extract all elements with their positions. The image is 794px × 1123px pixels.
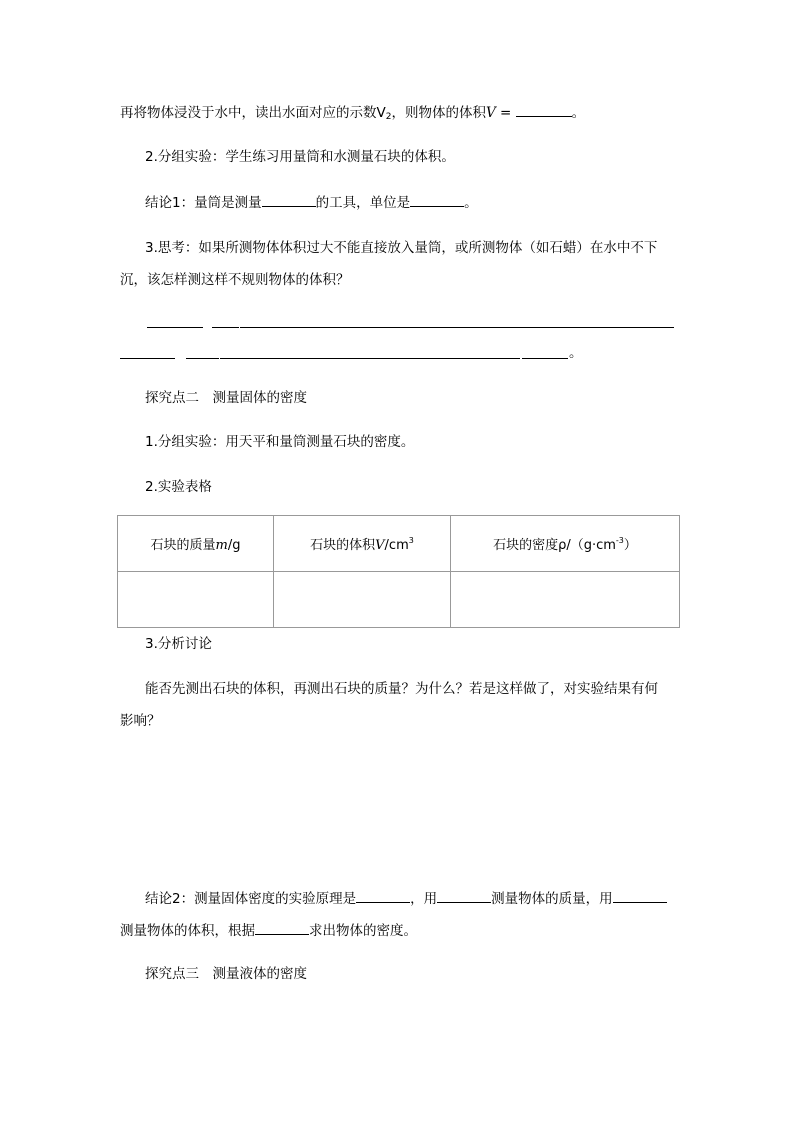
think-question-line-2: 沉，该怎样测这样不规则物体的体积？ xyxy=(120,272,350,288)
conclusion-2-part-b: ，用 xyxy=(410,891,438,907)
section-heading-2: 探究点二 测量固体的密度 xyxy=(145,390,307,406)
conclusion-2-part-a: 结论2：测量固体密度的实验原理是 xyxy=(145,891,357,907)
principle-blank[interactable] xyxy=(356,888,410,903)
mass-cell[interactable] xyxy=(118,572,274,628)
table-caption: 2.实验表格 xyxy=(145,479,212,495)
section-heading-3: 探究点三 测量液体的密度 xyxy=(145,966,307,982)
answer-line-1a[interactable] xyxy=(147,327,203,328)
experiment-table xyxy=(117,515,680,628)
conclusion-1-part-b: 的工具，单位是 xyxy=(315,195,411,211)
group-experiment-1: 2.分组实验：学生练习用量筒和水测量石块的体积。 xyxy=(145,149,455,165)
v2-subscript: 2 xyxy=(385,112,392,122)
equals-sign: = xyxy=(495,105,516,121)
volume-tool-blank[interactable] xyxy=(613,888,667,903)
answer-line-1c[interactable] xyxy=(240,327,674,328)
table-header-row xyxy=(118,516,680,572)
conclusion-2-line-1 xyxy=(145,888,680,909)
table-row xyxy=(118,572,680,628)
answer-line-2d[interactable] xyxy=(522,358,568,359)
density-cell[interactable] xyxy=(451,572,680,628)
think-question-line-1: 3.思考：如果所测物体体积过大不能直接放入量筒，或所测物体（如石蜡）在水中不下 xyxy=(145,240,658,256)
volume-sentence-pre: 再将物体浸没于水中，读出水面对应的示数V xyxy=(120,105,386,121)
mass-tool-blank[interactable] xyxy=(437,888,491,903)
conclusion-1-part-a: 结论1：量筒是测量 xyxy=(145,195,262,211)
volume-sentence-end: 。 xyxy=(571,105,586,121)
conclusion-2-line-2 xyxy=(120,920,680,941)
volume-sentence xyxy=(120,102,680,127)
conclusion-1 xyxy=(145,192,705,213)
group-experiment-2: 1.分组实验：用天平和量筒测量石块的密度。 xyxy=(145,434,415,450)
measure-tool-blank[interactable] xyxy=(262,192,316,207)
answer-line-1b[interactable] xyxy=(212,327,239,328)
header-density: 石块的密度$\rho/(g\cdot cm^{-3})$ xyxy=(451,516,680,572)
answer-line-2a[interactable] xyxy=(120,358,175,359)
analysis-question-line-1: 能否先测出石块的体积，再测出石块的质量？为什么？若是这样做了，对实验结果有何 xyxy=(145,681,658,697)
header-mass: 石块的质量m/g xyxy=(118,516,274,572)
answer-end-mark: 。 xyxy=(569,345,583,361)
answer-line-2b[interactable] xyxy=(186,358,219,359)
header-volume: 石块的体积$V/cm^3$ xyxy=(274,516,451,572)
conclusion-2-part-e: 求出物体的密度。 xyxy=(309,923,417,939)
conclusion-1-part-c: 。 xyxy=(464,195,478,211)
volume-sentence-mid: ，则物体的体积 xyxy=(391,105,486,121)
volume-answer-blank[interactable] xyxy=(516,102,572,117)
conclusion-2-part-c: 测量物体的质量，用 xyxy=(491,891,613,907)
conclusion-2-part-d: 测量物体的体积，根据 xyxy=(120,923,255,939)
volume-variable: V xyxy=(485,105,496,121)
formula-blank[interactable] xyxy=(255,920,309,935)
answer-line-2c[interactable] xyxy=(220,358,520,359)
volume-cell[interactable] xyxy=(274,572,451,628)
unit-blank[interactable] xyxy=(410,192,464,207)
analysis-heading: 3.分析讨论 xyxy=(145,636,212,652)
analysis-question-line-2: 影响？ xyxy=(120,713,161,729)
